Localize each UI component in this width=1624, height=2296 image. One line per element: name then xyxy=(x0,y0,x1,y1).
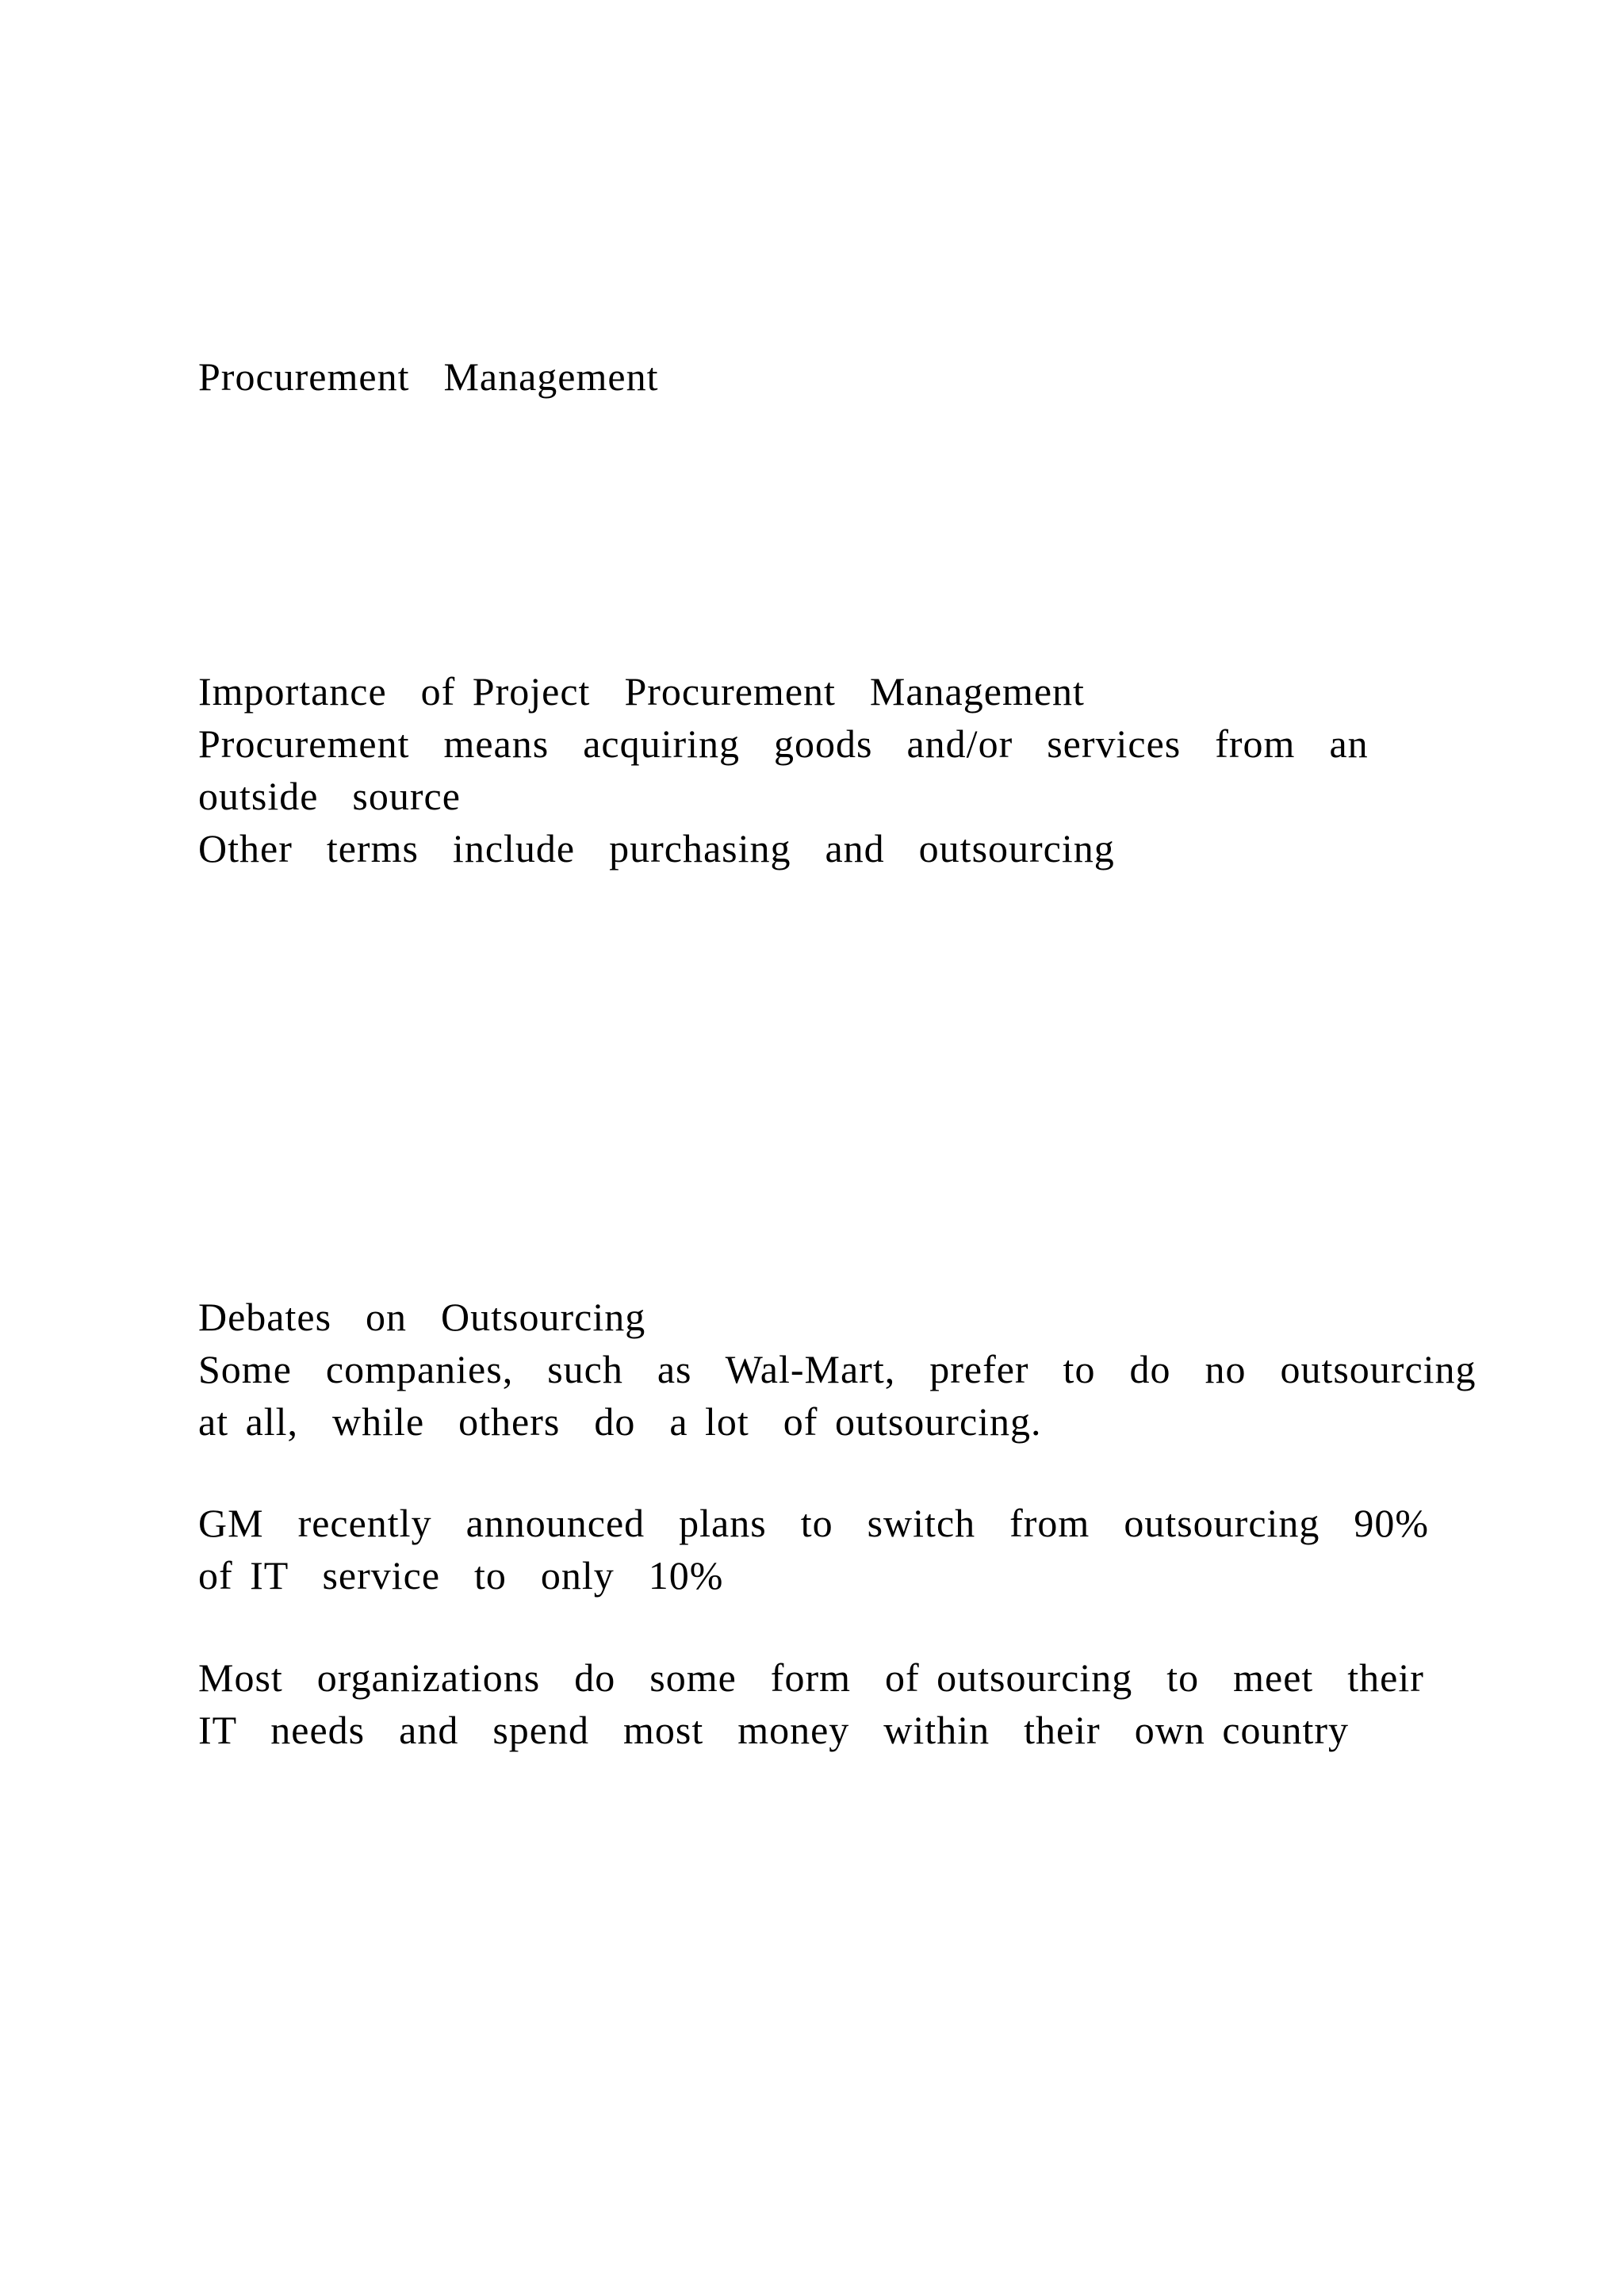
document-title: Procurement Management xyxy=(198,354,659,399)
body-text-line: GM recently announced plans to switch from outsourcing 90% xyxy=(198,1501,1430,1545)
section-heading: Debates on Outsourcing xyxy=(198,1295,646,1339)
body-text-line: outside source xyxy=(198,774,461,818)
section-heading: Importance of Project Procurement Management xyxy=(198,669,1085,714)
body-text-line: Some companies, such as Wal-Mart, prefer to do no outsourcing xyxy=(198,1347,1477,1391)
body-text-line: IT needs and spend most money within their own country xyxy=(198,1708,1350,1752)
body-text-line: Procurement means acquiring goods and/or services from an xyxy=(198,721,1369,766)
body-text-line: of IT service to only 10% xyxy=(198,1553,724,1598)
body-text-line: Other terms include purchasing and outsourcing xyxy=(198,826,1115,871)
body-text-line: Most organizations do some form of outsourcing to meet their xyxy=(198,1655,1424,1700)
body-text-line: at all, while others do a lot of outsourcing. xyxy=(198,1399,1042,1444)
